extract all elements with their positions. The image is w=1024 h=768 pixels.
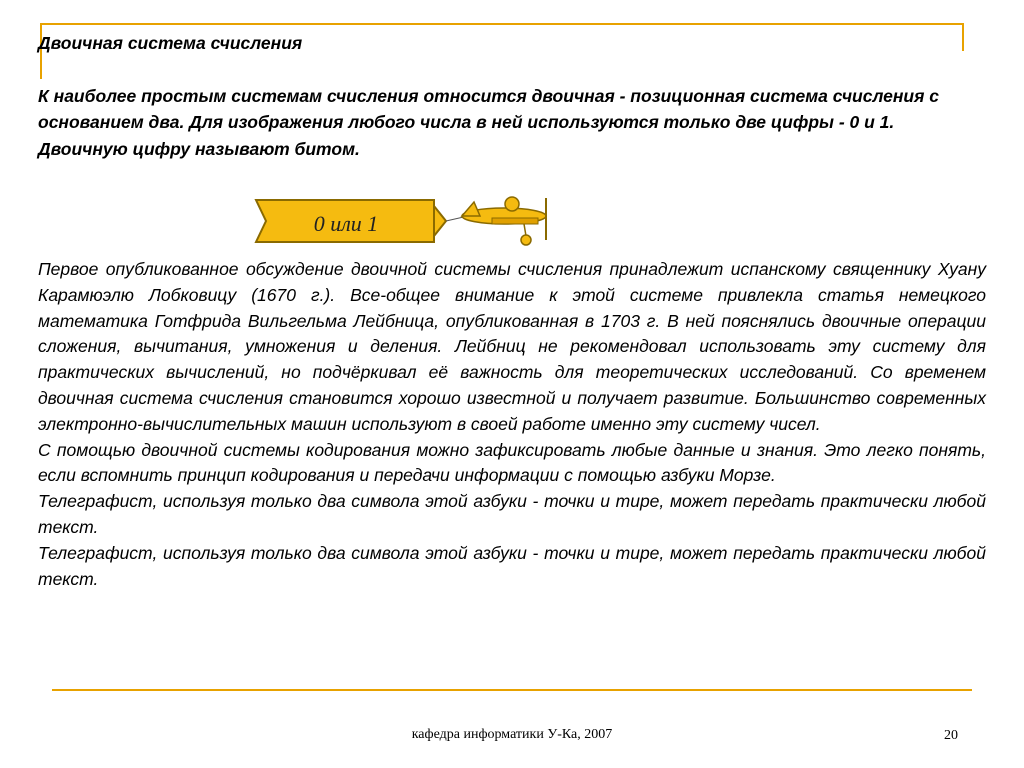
body-text	[38, 257, 986, 592]
slide-title: Двоичная система счисления	[38, 33, 303, 53]
telegraph-paragraph-repeat: Телеграфист, используя только два символа этой азбуки - точки и тире, может передать практически любой текст.	[38, 542, 986, 589]
telegraph-paragraph: Телеграфист, используя только два символа этой азбуки - точки и тире, может передать практически любой текст.	[38, 491, 986, 537]
page-number: 20	[944, 728, 958, 743]
top-rule	[40, 23, 964, 25]
footer-text: кафедра информатики У-Ка, 2007	[411, 727, 613, 742]
airplane-icon	[462, 197, 546, 245]
heading-block	[38, 30, 968, 162]
morse-paragraph: С помощью двоичной системы кодирования можно зафиксировать любые данные и знания. Это легко понять, если вспомнить принцип кодирования и передачи информации с помощью азбуки Морзе.	[38, 439, 986, 486]
plane-banner-illustration	[254, 192, 564, 254]
bit-definition: Двоичную цифру называют битом.	[38, 138, 360, 159]
banner-tail	[434, 206, 446, 236]
history-paragraph: Первое опубликованное обсуждение двоичной системы счисления принадлежит испанскому священнику Хуану Карамюэлю Лобковицу (1670 г.). Все-общее внимание к этой системе привлекла статья немецкого математика Готфрида Вильгельма Лейбница, опубликованная в 1703 г. В ней пояснялись двоичные операции сложения, вычитания, умножения и деления. Лейбниц не рекомендовал использовать эту систему для практических вычислений, но подчёркивал её важность для теоретических исследований. Со временем двоичная система счисления становится хорошо известной и получает развитие. Большинство современных электронно-вычислительных машин используют в своей работе именно эту систему чисел.	[38, 259, 986, 434]
intro-text: К наиболее простым системам счисления относится двоичная - позиционная система счисления с основанием два. Для изображения любого числа в ней используются только две цифры - 0 и 1.	[38, 85, 940, 132]
bottom-rule	[52, 689, 972, 691]
banner-text: 0 или 1	[313, 211, 379, 236]
